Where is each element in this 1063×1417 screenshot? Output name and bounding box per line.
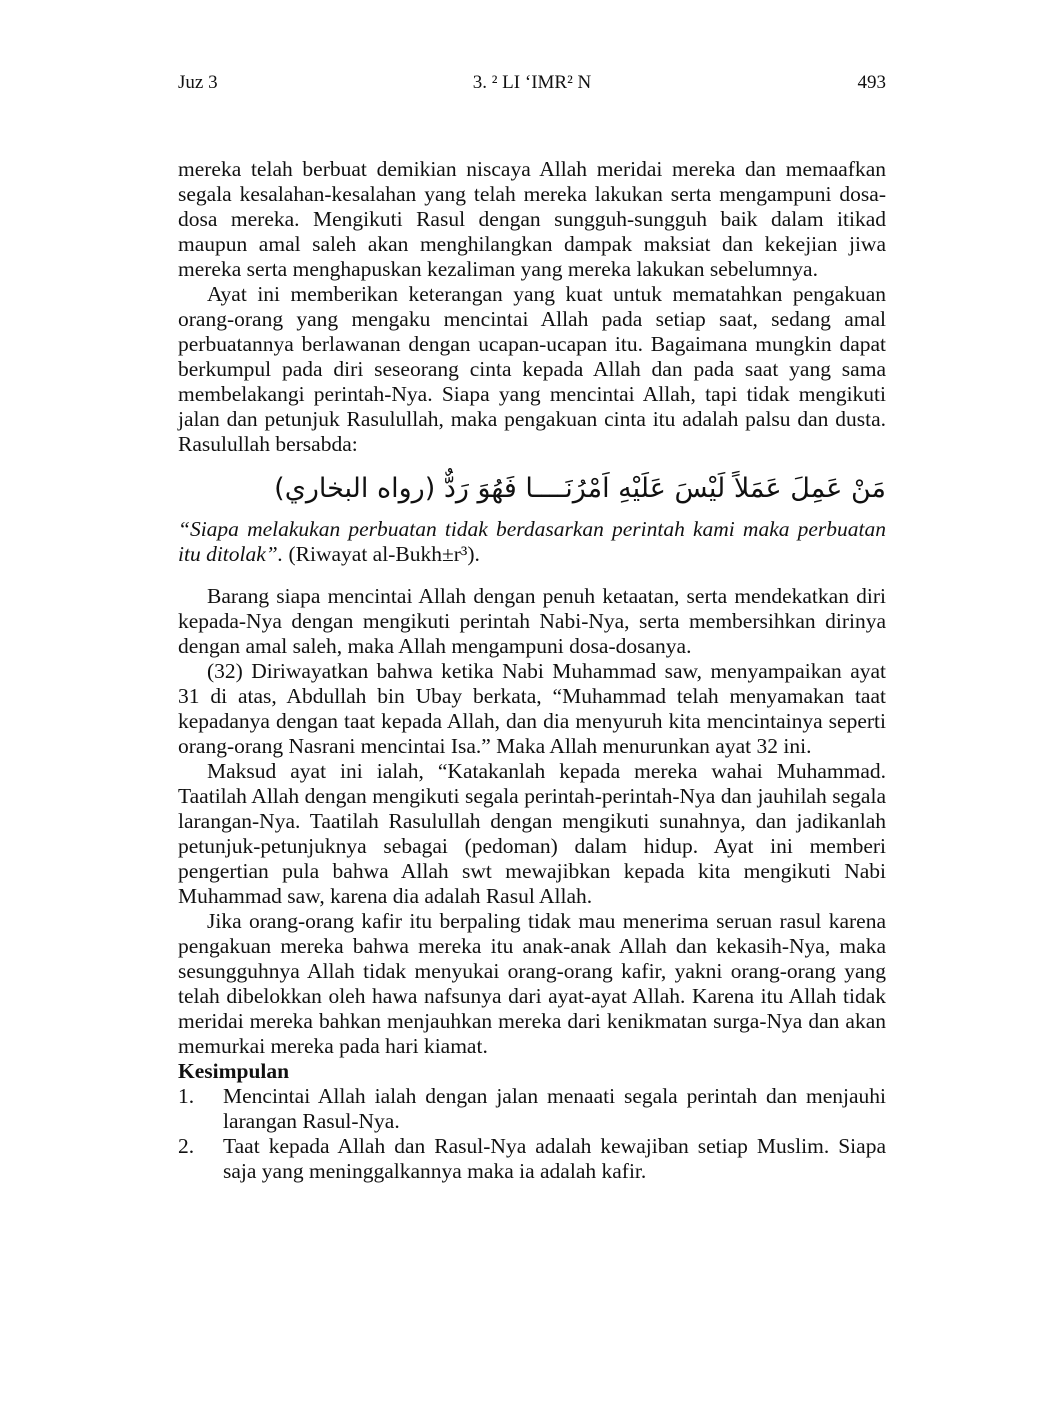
conclusion-item-number: 2. bbox=[178, 1134, 195, 1158]
hadith-source: (Riwayat al-Bukh±r³). bbox=[283, 542, 480, 566]
conclusion-list bbox=[178, 1084, 886, 1184]
page-number: 493 bbox=[857, 72, 886, 93]
page-body bbox=[178, 157, 886, 1184]
paragraph-2: Ayat ini memberikan keterangan yang kuat untuk mematahkan pengakuan orang-orang yang mengaku mencintai Allah pada setiap saat, sedang amal perbuatannya berlawanan dengan ucapan-ucapan itu. Bagaimana mungkin dapat berkumpul pada diri seseorang cinta kepada Allah dan pada saat yang sama membelakangi perintah-Nya. Siapa yang mencintai Allah, tapi tidak mengikuti jalan dan petunjuk Rasulullah, maka pengakuan cinta itu adalah palsu dan dusta. Rasulullah bersabda: bbox=[178, 282, 886, 456]
arabic-hadith: مَنْ عَمِلَ عَمَلاً لَيْسَ عَلَيْهِ اَمْرُنَــــا فَهُوَ رَدٌّ (رواه البخاري) bbox=[274, 473, 886, 504]
paragraph-5: Maksud ayat ini ialah, “Katakanlah kepada mereka wahai Muhammad. Taatilah Allah dengan mengikuti segala perintah-perintah-Nya dan jauhilah segala larangan-Nya. Taatilah Rasulullah dengan mengikuti sunahnya, dan jadikanlah petunjuk-petunjuknya sebagai (pedoman) dalam hidup. Ayat ini memberi pengertian pula bahwa Allah swt mewajibkan kepada kita mengikuti Nabi Muhammad saw, karena dia adalah Rasul Allah. bbox=[178, 759, 886, 908]
spacer bbox=[178, 567, 886, 584]
hadith-translation bbox=[178, 517, 886, 567]
conclusion-heading: Kesimpulan bbox=[178, 1059, 290, 1083]
conclusion-item bbox=[178, 1134, 886, 1184]
surah-title: 3. ² LI ‘IMR² N bbox=[472, 72, 592, 93]
paragraph-4: (32) Diriwayatkan bahwa ketika Nabi Muhammad saw, menyampaikan ayat 31 di atas, Abdullah bin Ubay berkata, “Muhammad telah menyamakan taat kepadanya dengan taat kepada Allah, dan dia menyuruh kita mencintainya seperti orang-orang Nasrani mencintai Isa.” Maka Allah menurunkan ayat 32 ini. bbox=[178, 659, 886, 758]
conclusion-item-text: Mencintai Allah ialah dengan jalan menaati segala perintah dan menjauhi larangan Rasul-Nya. bbox=[223, 1084, 886, 1133]
paragraph-6: Jika orang-orang kafir itu berpaling tidak mau menerima seruan rasul karena pengakuan mereka bahwa mereka itu anak-anak Allah dan kekasih-Nya, maka sesungguhnya Allah tidak menyukai orang-orang kafir, yakni orang-orang yang telah dibelokkan oleh hawa nafsunya dari ayat-ayat Allah. Karena itu Allah tidak meridai mereka bahkan menjauhkan mereka dari kenikmatan surga-Nya dan akan memurkai mereka pada hari kiamat. bbox=[178, 909, 886, 1058]
conclusion-item-number: 1. bbox=[178, 1084, 195, 1108]
hadith-translation-text: “Siapa melakukan perbuatan tidak berdasarkan perintah kami maka perbuatan itu ditolak”. bbox=[178, 517, 886, 566]
juz-label: Juz 3 bbox=[178, 72, 218, 93]
conclusion-item bbox=[178, 1084, 886, 1134]
paragraph-3: Barang siapa mencintai Allah dengan penuh ketaatan, serta mendekatkan diri kepada-Nya dengan mengikuti perintah Nabi-Nya, serta membersihkan dirinya dengan amal saleh, maka Allah mengampuni dosa-dosanya. bbox=[178, 584, 886, 658]
conclusion-item-text: Taat kepada Allah dan Rasul-Nya adalah kewajiban setiap Muslim. Siapa saja yang meninggalkannya maka ia adalah kafir. bbox=[223, 1134, 886, 1183]
page-header bbox=[178, 72, 886, 100]
paragraph-1: mereka telah berbuat demikian niscaya Allah meridai mereka dan memaafkan segala kesalahan-kesalahan yang telah mereka lakukan serta mengampuni dosa-dosa mereka. Mengikuti Rasul dengan sungguh-sungguh baik dalam itikad maupun amal saleh akan menghilangkan dampak maksiat dan kekejian jiwa mereka serta menghapuskan kezaliman yang mereka lakukan sebelumnya. bbox=[178, 157, 886, 281]
